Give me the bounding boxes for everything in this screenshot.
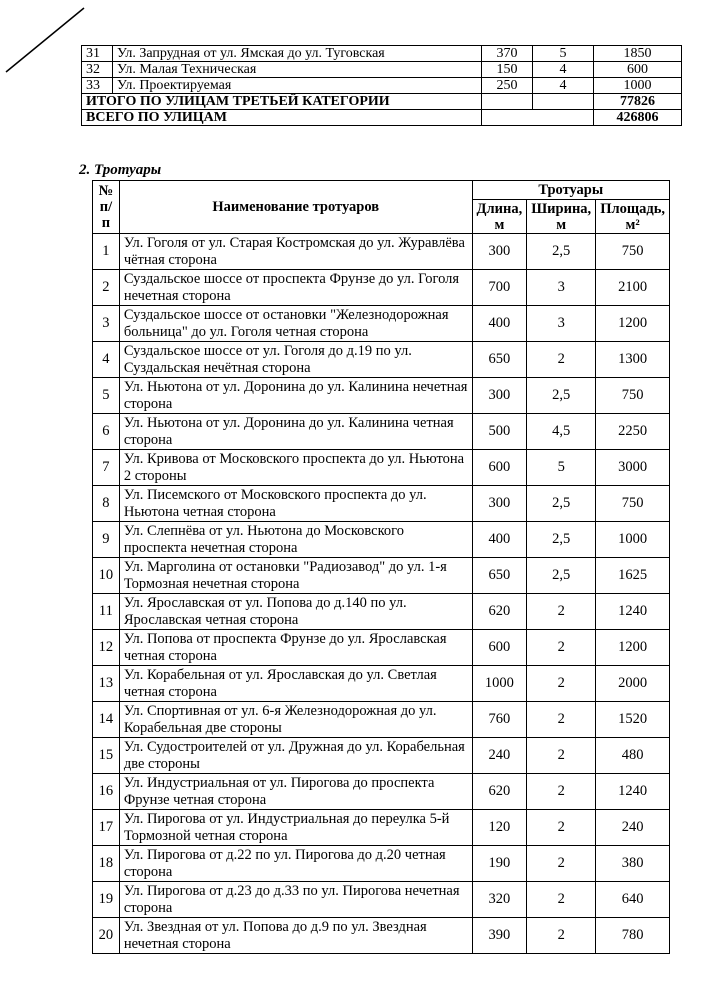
sidewalk-length: 600 <box>472 630 527 666</box>
sidewalk-width: 2 <box>527 738 596 774</box>
sidewalk-name: Ул. Ньютона от ул. Доронина до ул. Калинина четная сторона <box>119 414 472 450</box>
total-all-label: ВСЕГО ПО УЛИЦАМ <box>82 110 482 126</box>
sidewalk-name: Ул. Писемского от Московского проспекта до ул. Ньютона четная сторона <box>119 486 472 522</box>
sidewalk-width: 2,5 <box>527 522 596 558</box>
sidewalk-num: 9 <box>93 522 120 558</box>
sidewalk-width: 3 <box>527 306 596 342</box>
street-width: 5 <box>533 46 594 62</box>
sidewalk-area: 240 <box>596 810 670 846</box>
sidewalk-length: 300 <box>472 486 527 522</box>
sidewalk-name: Ул. Пирогова от д.22 по ул. Пирогова до д.20 четная сторона <box>119 846 472 882</box>
sidewalk-name: Ул. Слепнёва от ул. Ньютона до Московского проспекта нечетная сторона <box>119 522 472 558</box>
sidewalk-num: 4 <box>93 342 120 378</box>
street-num: 33 <box>82 78 113 94</box>
sidewalk-width: 2,5 <box>527 378 596 414</box>
sidewalk-area: 1300 <box>596 342 670 378</box>
sidewalk-area: 1200 <box>596 306 670 342</box>
sidewalk-area: 750 <box>596 378 670 414</box>
sidewalk-num: 12 <box>93 630 120 666</box>
header-length: Длина, м <box>472 200 527 234</box>
street-length: 150 <box>482 62 533 78</box>
street-length: 370 <box>482 46 533 62</box>
sidewalk-num: 18 <box>93 846 120 882</box>
header-width: Ширина, м <box>527 200 596 234</box>
sidewalk-length: 600 <box>472 450 527 486</box>
sidewalk-name: Ул. Пирогова от ул. Индустриальная до переулка 5-й Тормозной четная сторона <box>119 810 472 846</box>
street-row <box>82 62 682 78</box>
sidewalk-row <box>93 882 670 918</box>
sidewalk-name: Ул. Ярославская от ул. Попова до д.140 по ул. Ярославская четная сторона <box>119 594 472 630</box>
sidewalk-length: 320 <box>472 882 527 918</box>
sidewalk-row <box>93 810 670 846</box>
sidewalk-width: 2 <box>527 630 596 666</box>
sidewalk-length: 390 <box>472 918 527 954</box>
sidewalk-area: 750 <box>596 486 670 522</box>
sidewalk-width: 4,5 <box>527 414 596 450</box>
sidewalk-name: Ул. Кривова от Московского проспекта до ул. Ньютона 2 стороны <box>119 450 472 486</box>
section-title: 2. Тротуары <box>79 162 162 178</box>
sidewalk-length: 650 <box>472 558 527 594</box>
sidewalk-area: 380 <box>596 846 670 882</box>
sidewalk-row <box>93 486 670 522</box>
sidewalk-row <box>93 846 670 882</box>
street-name: Ул. Малая Техническая <box>113 62 482 78</box>
sidewalk-row <box>93 450 670 486</box>
sidewalk-length: 620 <box>472 774 527 810</box>
total-all-value: 426806 <box>594 110 682 126</box>
sidewalk-length: 120 <box>472 810 527 846</box>
sidewalk-width: 3 <box>527 270 596 306</box>
sidewalk-width: 2 <box>527 918 596 954</box>
sidewalk-width: 2 <box>527 810 596 846</box>
sidewalk-row <box>93 270 670 306</box>
sidewalk-width: 2,5 <box>527 558 596 594</box>
total-third-category-row <box>82 94 682 110</box>
sidewalk-name: Суздальское шоссе от ул. Гоголя до д.19 по ул. Суздальская нечётная сторона <box>119 342 472 378</box>
sidewalk-row <box>93 594 670 630</box>
sidewalk-num: 3 <box>93 306 120 342</box>
street-row <box>82 46 682 62</box>
sidewalk-num: 15 <box>93 738 120 774</box>
sidewalk-num: 7 <box>93 450 120 486</box>
sidewalk-width: 2 <box>527 882 596 918</box>
header-area: Площадь, м² <box>596 200 670 234</box>
sidewalk-num: 13 <box>93 666 120 702</box>
sidewalk-row <box>93 918 670 954</box>
sidewalk-width: 2,5 <box>527 486 596 522</box>
sidewalk-row <box>93 306 670 342</box>
sidewalk-num: 6 <box>93 414 120 450</box>
street-area: 600 <box>594 62 682 78</box>
total-all-row <box>82 110 682 126</box>
sidewalk-area: 2000 <box>596 666 670 702</box>
sidewalk-area: 480 <box>596 738 670 774</box>
sidewalk-num: 20 <box>93 918 120 954</box>
sidewalk-area: 2100 <box>596 270 670 306</box>
sidewalk-length: 190 <box>472 846 527 882</box>
header-name: Наименование тротуаров <box>119 181 472 234</box>
sidewalk-length: 300 <box>472 234 527 270</box>
sidewalks-table <box>92 180 670 954</box>
sidewalk-length: 240 <box>472 738 527 774</box>
sidewalk-row <box>93 234 670 270</box>
sidewalk-name: Ул. Корабельная от ул. Ярославская до ул. Светлая четная сторона <box>119 666 472 702</box>
sidewalk-name: Ул. Попова от проспекта Фрунзе до ул. Ярославская четная сторона <box>119 630 472 666</box>
street-width: 4 <box>533 78 594 94</box>
sidewalk-width: 2 <box>527 666 596 702</box>
streets-table-continuation <box>81 45 682 126</box>
sidewalk-row <box>93 378 670 414</box>
street-length: 250 <box>482 78 533 94</box>
sidewalk-row <box>93 702 670 738</box>
sidewalk-name: Ул. Индустриальная от ул. Пирогова до проспекта Фрунзе четная сторона <box>119 774 472 810</box>
sidewalk-row <box>93 630 670 666</box>
sidewalk-num: 10 <box>93 558 120 594</box>
sidewalk-length: 760 <box>472 702 527 738</box>
sidewalk-width: 2 <box>527 702 596 738</box>
sidewalk-num: 16 <box>93 774 120 810</box>
sidewalk-area: 780 <box>596 918 670 954</box>
header-num: № п/п <box>93 181 120 234</box>
sidewalk-name: Ул. Марголина от остановки "Радиозавод" до ул. 1-я Тормозная нечетная сторона <box>119 558 472 594</box>
sidewalk-length: 400 <box>472 306 527 342</box>
sidewalk-row <box>93 774 670 810</box>
sidewalk-name: Ул. Спортивная от ул. 6-я Железнодорожная до ул. Корабельная две стороны <box>119 702 472 738</box>
sidewalk-num: 1 <box>93 234 120 270</box>
sidewalk-name: Ул. Гоголя от ул. Старая Костромская до ул. Журавлёва чётная сторона <box>119 234 472 270</box>
sidewalk-area: 1625 <box>596 558 670 594</box>
sidewalk-num: 11 <box>93 594 120 630</box>
sidewalk-num: 14 <box>93 702 120 738</box>
sidewalk-width: 2 <box>527 846 596 882</box>
sidewalk-row <box>93 558 670 594</box>
sidewalk-num: 8 <box>93 486 120 522</box>
street-num: 32 <box>82 62 113 78</box>
sidewalk-name: Ул. Пирогова от д.23 до д.33 по ул. Пирогова нечетная сторона <box>119 882 472 918</box>
sidewalk-length: 500 <box>472 414 527 450</box>
sidewalk-num: 19 <box>93 882 120 918</box>
street-row <box>82 78 682 94</box>
total-third-value: 77826 <box>594 94 682 110</box>
header-group: Тротуары <box>472 181 669 200</box>
sidewalk-num: 2 <box>93 270 120 306</box>
sidewalk-width: 5 <box>527 450 596 486</box>
sidewalk-num: 5 <box>93 378 120 414</box>
street-name: Ул. Проектируемая <box>113 78 482 94</box>
sidewalk-width: 2 <box>527 594 596 630</box>
street-width: 4 <box>533 62 594 78</box>
street-name: Ул. Запрудная от ул. Ямская до ул. Туговская <box>113 46 482 62</box>
sidewalk-name: Ул. Ньютона от ул. Доронина до ул. Калинина нечетная сторона <box>119 378 472 414</box>
sidewalk-area: 3000 <box>596 450 670 486</box>
sidewalk-area: 1240 <box>596 594 670 630</box>
sidewalk-length: 1000 <box>472 666 527 702</box>
sidewalk-num: 17 <box>93 810 120 846</box>
sidewalk-row <box>93 522 670 558</box>
sidewalk-row <box>93 738 670 774</box>
sidewalk-length: 300 <box>472 378 527 414</box>
sidewalk-area: 2250 <box>596 414 670 450</box>
sidewalk-name: Суздальское шоссе от проспекта Фрунзе до ул. Гоголя нечетная сторона <box>119 270 472 306</box>
sidewalk-length: 400 <box>472 522 527 558</box>
sidewalk-width: 2,5 <box>527 234 596 270</box>
sidewalk-area: 1200 <box>596 630 670 666</box>
sidewalk-name: Ул. Судостроителей от ул. Дружная до ул. Корабельная две стороны <box>119 738 472 774</box>
total-third-label: ИТОГО ПО УЛИЦАМ ТРЕТЬЕЙ КАТЕГОРИИ <box>82 94 482 110</box>
sidewalk-width: 2 <box>527 342 596 378</box>
sidewalk-row <box>93 666 670 702</box>
sidewalk-length: 700 <box>472 270 527 306</box>
sidewalk-area: 1520 <box>596 702 670 738</box>
sidewalk-name: Суздальское шоссе от остановки "Железнодорожная больница" до ул. Гоголя четная сторона <box>119 306 472 342</box>
sidewalk-row <box>93 414 670 450</box>
street-num: 31 <box>82 46 113 62</box>
sidewalk-length: 620 <box>472 594 527 630</box>
sidewalk-row <box>93 342 670 378</box>
sidewalk-name: Ул. Звездная от ул. Попова до д.9 по ул. Звездная нечетная сторона <box>119 918 472 954</box>
sidewalk-area: 1240 <box>596 774 670 810</box>
sidewalk-area: 750 <box>596 234 670 270</box>
street-area: 1000 <box>594 78 682 94</box>
sidewalk-area: 1000 <box>596 522 670 558</box>
sidewalk-width: 2 <box>527 774 596 810</box>
sidewalk-area: 640 <box>596 882 670 918</box>
sidewalk-length: 650 <box>472 342 527 378</box>
street-area: 1850 <box>594 46 682 62</box>
